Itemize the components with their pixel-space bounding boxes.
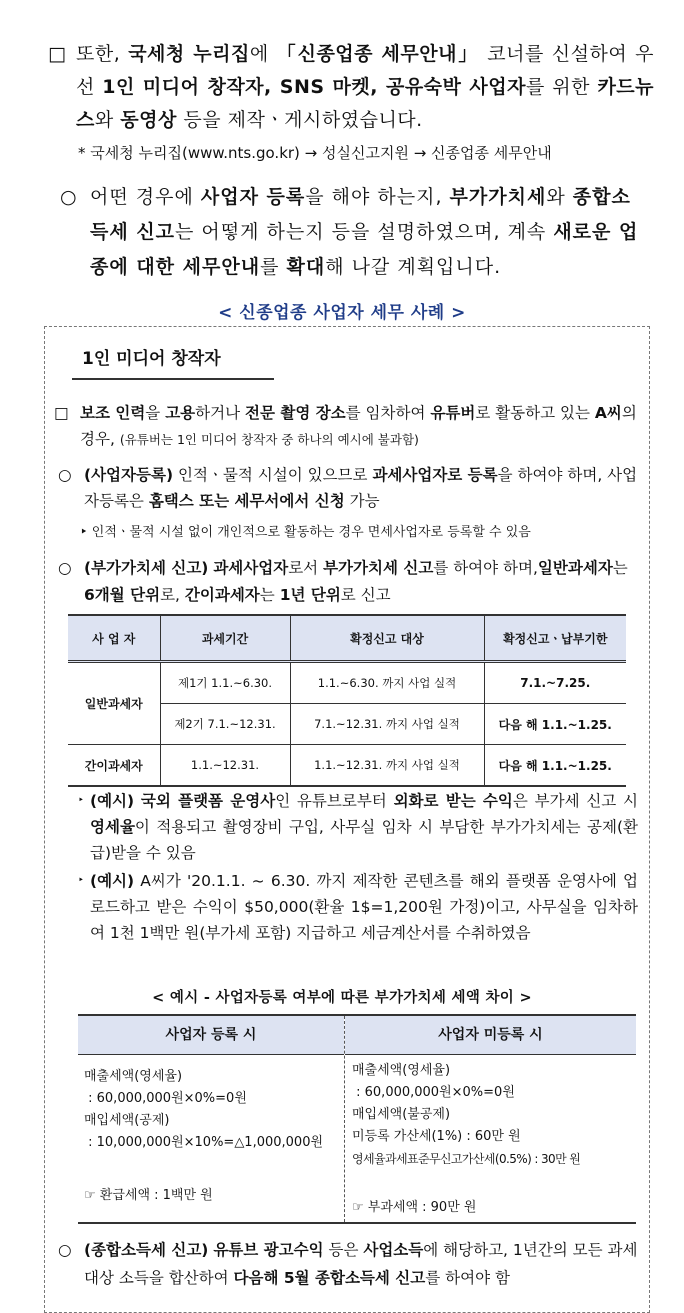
- example-text: [90, 788, 638, 866]
- vat-text-part: 로,: [160, 586, 185, 604]
- intro-text: [76, 38, 654, 137]
- comparison-line: : 60,000,000원×0%=0원: [352, 1085, 515, 1100]
- example-text-part: A씨가 '20.1.1. ~ 6.30. 까지 제작한 콘텐츠를 해외 플랫폼 운영사에 업로드하고 받은 수익이 $50,000(환율 1$=1,200원 가정)이고, 사무실을 임차하여 1천 1백만 원(부가세 포함) 지급하고 세금계산서를 수취하였음: [90, 872, 638, 942]
- example-text-part: 국외 플랫폼 운영사: [140, 792, 276, 810]
- comparison-header-registered: 사업자 등록 시: [78, 1016, 344, 1055]
- plan-text-part: 는 어떻게 하는지 등을 설명하였으며, 계속: [175, 221, 554, 243]
- plan-text-part: 와: [546, 186, 573, 208]
- vat-period-table: [68, 614, 626, 787]
- registration-text-part: 인적ㆍ물적 시설이 있으므로: [173, 466, 373, 484]
- example-text-part: 은 부가세 신고 시: [512, 792, 639, 810]
- comparison-line: : 10,000,000원×10%=△1,000,000원: [84, 1135, 324, 1150]
- case-text-part: 를 임차하여: [345, 404, 431, 422]
- table-header: 사 업 자: [68, 615, 160, 662]
- example-text-part: 영세율: [90, 818, 135, 836]
- table-header: 확정신고ㆍ납부기한: [484, 615, 626, 662]
- table-header: 과세기간: [160, 615, 290, 662]
- case-text-part: 보조 인력: [80, 404, 146, 422]
- vat-text-part: 로 신고: [340, 586, 391, 604]
- comparison-line: : 60,000,000원×0%=0원: [84, 1091, 247, 1106]
- plan-text-part: 확대: [286, 256, 326, 278]
- case-text-part: 고용: [165, 404, 196, 422]
- income-text-part: 등은: [323, 1241, 364, 1259]
- case-note: (유튜버는 1인 미디어 창작자 중 하나의 예시에 불과함): [119, 432, 419, 447]
- case-text-part: A씨: [594, 404, 622, 422]
- table-cell: 다음 해 1.1.~1.25.: [484, 745, 626, 787]
- table-cell-type: 일반과세자: [68, 662, 160, 745]
- table-cell: 1.1.~12.31.: [160, 745, 290, 787]
- plan-paragraph: [60, 180, 650, 285]
- example-text-part: [134, 792, 141, 810]
- intro-paragraph: [48, 38, 654, 137]
- intro-text-part: 와: [94, 109, 121, 131]
- unregistered-column: [352, 1060, 636, 1170]
- intro-text-part: 「신종업종 세무안내」: [276, 43, 480, 65]
- example-text-part: (예시): [90, 792, 135, 810]
- comparison-line: 매입세액(공제): [84, 1113, 170, 1128]
- case-text-part: 전문 촬영 장소: [245, 404, 346, 422]
- circle-bullet-icon: ○: [58, 466, 72, 484]
- vat-text-part: 는: [259, 586, 280, 604]
- income-tax-paragraph: [58, 1236, 642, 1292]
- plan-text-part: 해 나갈 계획입니다.: [325, 256, 502, 278]
- table-row: [68, 745, 626, 787]
- registration-text-part: (사업자등록): [84, 466, 174, 484]
- intro-text-part: 카드뉴스: [76, 76, 654, 131]
- case-text: [80, 400, 642, 453]
- table-cell: 다음 해 1.1.~1.25.: [484, 704, 626, 745]
- registration-subnote: ‣ 인적ㆍ물적 시설 없이 개인적으로 활동하는 경우 면세사업자로 등록할 수 있음: [80, 525, 531, 540]
- case-paragraph: [54, 400, 642, 453]
- triangle-bullet-icon: ‣: [78, 795, 84, 806]
- case-subheading: 1인 미디어 창작자: [72, 344, 274, 380]
- example-paragraph-2: [78, 868, 638, 946]
- plan-text-part: 을 해야 하는지,: [305, 186, 450, 208]
- example-text-part: 이 적용되고 촬영장비 구입, 사무실 임차 시 부담한 부가가치세는 공제(환급)받을 수 있음: [90, 818, 638, 862]
- table-cell: 7.1.~12.31. 까지 사업 실적: [290, 704, 484, 745]
- intro-text-part: 동영상: [120, 109, 177, 131]
- case-text-part: 의 경우,: [80, 404, 637, 448]
- table-cell: 1.1.~12.31. 까지 사업 실적: [290, 745, 484, 787]
- registration-text-part: 과세사업자로 등록: [372, 466, 498, 484]
- triangle-bullet-icon: ‣: [78, 875, 84, 886]
- table-header: 확정신고 대상: [290, 615, 484, 662]
- income-text-part: (종합소득세 신고): [84, 1241, 209, 1259]
- table-row: [68, 662, 626, 704]
- table-header-row: [68, 615, 626, 662]
- vat-text-part: 는: [612, 559, 628, 577]
- vat-text-part: 1년 단위: [279, 586, 341, 604]
- intro-text-part: 에: [249, 43, 277, 65]
- example-text: [90, 868, 638, 946]
- table-cell: 7.1.~7.25.: [484, 662, 626, 704]
- vat-text-part: (부가가치세 신고): [84, 559, 209, 577]
- intro-text-part: 코너를 신설하여 우선: [76, 43, 654, 98]
- comparison-line: 영세율과세표준무신고가산세(0.5%) : 30만 원: [352, 1152, 581, 1166]
- plan-text-part: 를: [260, 256, 287, 278]
- vat-text-part: 를 하여야 하며,: [433, 559, 538, 577]
- table-cell: 1.1.~6.30. 까지 사업 실적: [290, 662, 484, 704]
- plan-text-part: 종합소득세 신고: [90, 186, 631, 243]
- vat-text: [84, 555, 642, 609]
- income-text-part: 유튜브 광고수익: [213, 1241, 324, 1259]
- registered-column: [84, 1066, 340, 1154]
- income-text-part: 사업소득: [363, 1241, 424, 1259]
- vat-paragraph: [58, 555, 642, 609]
- comparison-table-title: < 예시 - 사업자등록 여부에 따른 부가가치세 세액 차이 >: [152, 990, 532, 1006]
- plan-text-part: 사업자 등록: [200, 186, 306, 208]
- intro-text-part: 또한,: [76, 43, 129, 65]
- section-title: < 신종업종 사업자 세무 사례 >: [218, 303, 466, 323]
- registration-paragraph: [58, 462, 642, 514]
- table-cell: 제1기 1.1.~6.30.: [160, 662, 290, 704]
- example-text-part: 외화로 받는 수익: [393, 792, 513, 810]
- circle-bullet-icon: ○: [58, 559, 72, 577]
- registration-text-part: 홈택스 또는 세무서에서 신청: [148, 492, 345, 510]
- vat-text-part: 일반과세자: [537, 559, 613, 577]
- table-cell-type: 간이과세자: [68, 745, 160, 787]
- income-tax-text: [84, 1236, 642, 1292]
- case-text-part: 유튜버: [430, 404, 476, 422]
- comparison-line: 매출세액(영세율): [352, 1063, 451, 1078]
- vat-text-part: 과세사업자: [213, 559, 289, 577]
- intro-text-part: 등을 제작ㆍ게시하였습니다.: [176, 109, 423, 131]
- income-text-part: 다음해 5월 종합소득세 신고: [233, 1269, 426, 1287]
- registration-text: [84, 462, 642, 514]
- circle-bullet-icon: ○: [60, 186, 78, 208]
- refund-result: ☞ 환급세액 : 1백만 원: [84, 1188, 213, 1203]
- comparison-header-unregistered: 사업자 미등록 시: [345, 1016, 636, 1055]
- comparison-line: 미등록 가산세(1%) : 60만 원: [352, 1129, 521, 1144]
- vat-text-part: 로서: [288, 559, 324, 577]
- plan-text-part: 어떤 경우에: [90, 186, 201, 208]
- vat-text-part: 6개월 단위: [84, 586, 161, 604]
- intro-text-part: 1인 미디어 창작자, SNS 마켓, 공유숙박 사업자: [102, 76, 526, 98]
- comparison-line: 매입세액(불공제): [352, 1107, 451, 1122]
- intro-text-part: 를 위한: [525, 76, 598, 98]
- example-paragraph-1: [78, 788, 638, 866]
- registration-text-part: 을 하여야 하며, 사업자등록은: [84, 466, 638, 510]
- registration-text-part: 가능: [344, 492, 380, 510]
- income-text-part: 를 하여야 함: [425, 1269, 510, 1287]
- intro-text-part: 국세청 누리집: [128, 43, 250, 65]
- income-text-part: 에 해당하고, 1년간의 모든 과세대상 소득을 합산하여: [84, 1241, 638, 1287]
- example-text-part: 인 유튜브로부터: [275, 792, 394, 810]
- vat-text-part: 부가가치세 신고: [323, 559, 434, 577]
- comparison-line: 매출세액(영세율): [84, 1069, 183, 1084]
- case-text-part: 로 활동하고 있는: [475, 404, 595, 422]
- assessment-result: ☞ 부과세액 : 90만 원: [352, 1200, 477, 1215]
- column-divider: [344, 1016, 345, 1222]
- intro-note: * 국세청 누리집(www.nts.go.kr) → 성실신고지원 → 신종업종 세무안내: [78, 144, 552, 162]
- table-cell: 제2기 7.1.~12.31.: [160, 704, 290, 745]
- square-bullet-icon: □: [48, 43, 67, 65]
- plan-text-part: 부가가치세: [449, 186, 547, 208]
- circle-bullet-icon: ○: [58, 1241, 72, 1259]
- square-bullet-icon: □: [54, 404, 69, 422]
- example-text-part: (예시): [90, 872, 135, 890]
- case-text-part: 을: [145, 404, 166, 422]
- vat-text-part: 간이과세자: [184, 586, 260, 604]
- comparison-table: [78, 1014, 636, 1224]
- case-text-part: 하거나: [195, 404, 246, 422]
- plan-text-part: 새로운 업종에 대한 세무안내: [90, 221, 639, 278]
- plan-text: [90, 180, 650, 285]
